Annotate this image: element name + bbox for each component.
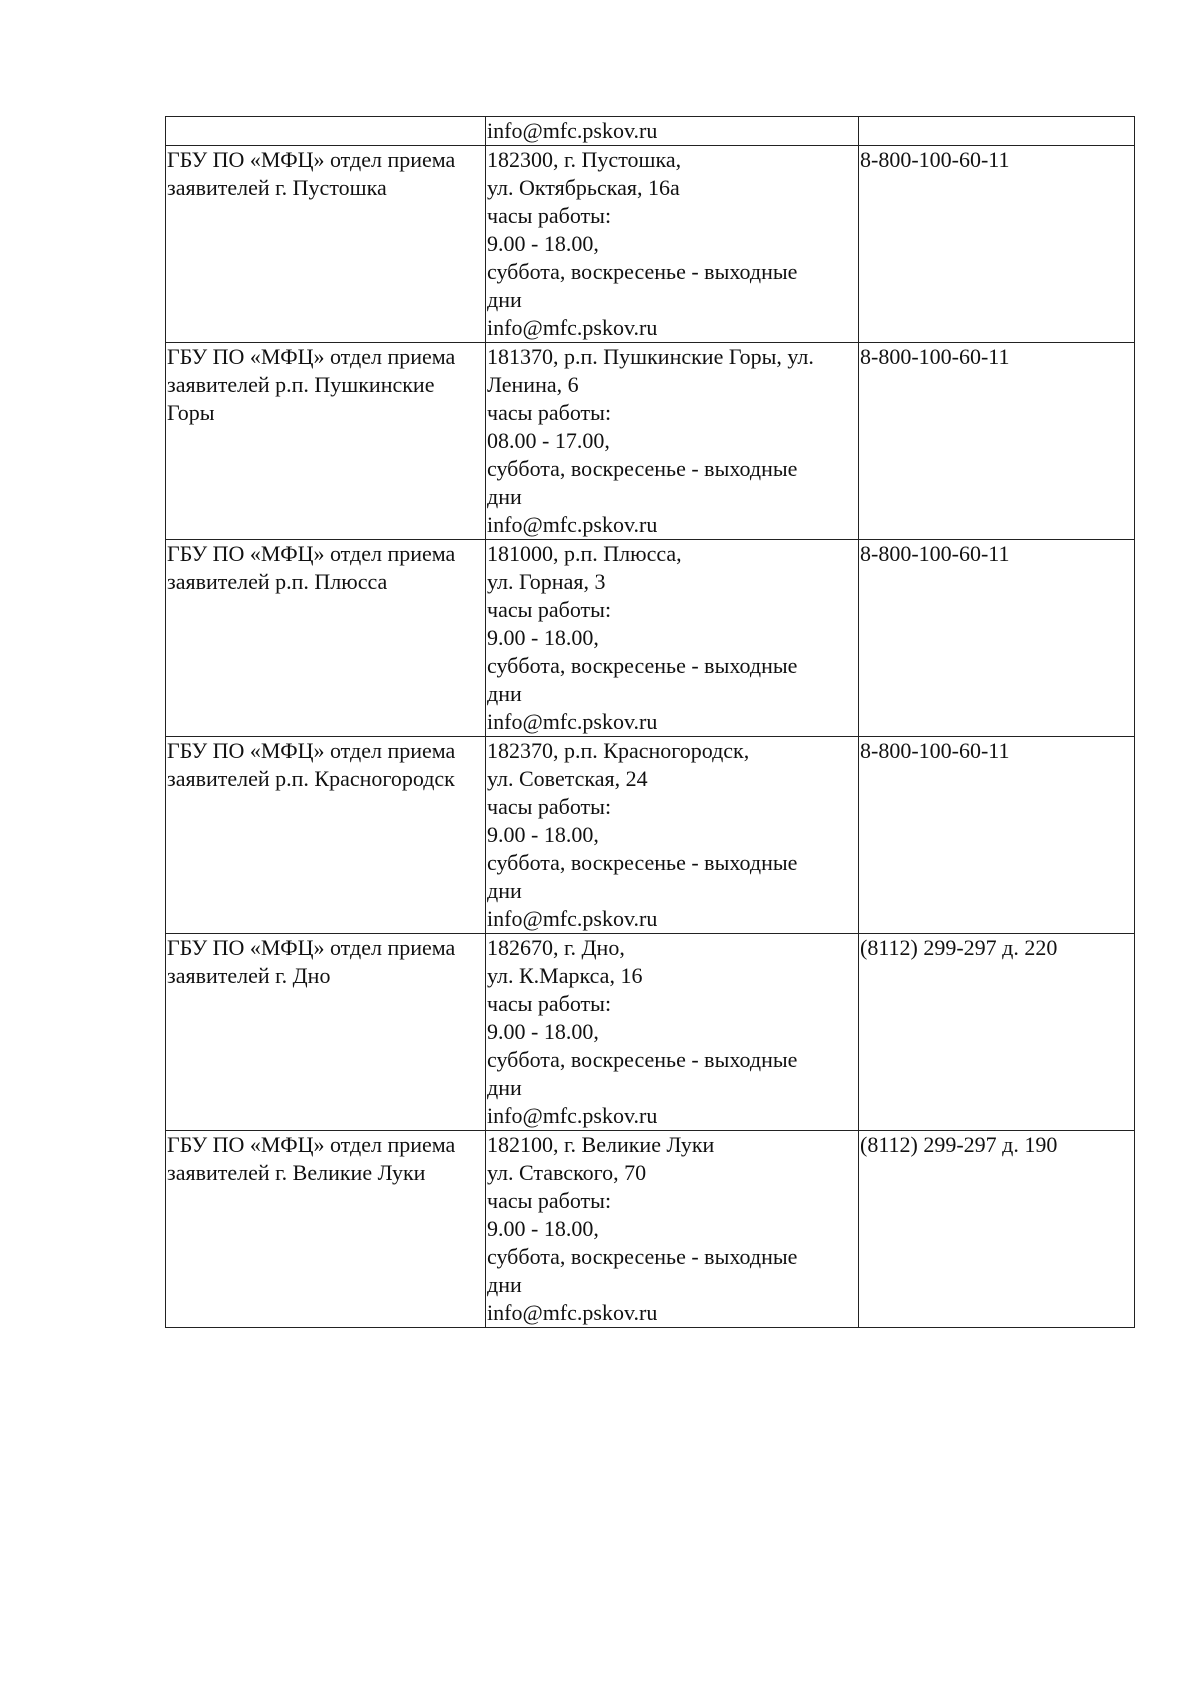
office-phone-cell xyxy=(859,934,1135,1131)
office-address-line: ул. Горная, 3 xyxy=(487,569,606,594)
office-name-cell xyxy=(166,146,486,343)
office-address-line: ул. К.Маркса, 16 xyxy=(487,963,643,988)
office-hours-label: часы работы: xyxy=(487,400,612,425)
office-email: info@mfc.pskov.ru xyxy=(487,315,658,340)
office-days-off-line: суббота, воскресенье - выходные xyxy=(487,1047,798,1072)
office-days-off-line: суббота, воскресенье - выходные xyxy=(487,259,798,284)
office-address-line: Ленина, 6 xyxy=(487,372,579,397)
offices-table xyxy=(165,116,1135,1328)
office-email: info@mfc.pskov.ru xyxy=(487,709,658,734)
office-phone-cell xyxy=(859,540,1135,737)
office-address-line: ул. Октябрьская, 16а xyxy=(487,175,680,200)
office-days-off-line: дни xyxy=(487,1075,522,1100)
office-phone: 8-800-100-60-11 xyxy=(860,344,1010,369)
office-name: ГБУ ПО «МФЦ» отдел приема заявителей р.п. Пушкинские Горы xyxy=(167,344,456,425)
office-days-off-line: суббота, воскресенье - выходные xyxy=(487,850,798,875)
office-name: ГБУ ПО «МФЦ» отдел приема заявителей г. Пустошка xyxy=(167,147,456,200)
office-hours: 9.00 - 18.00, xyxy=(487,625,599,650)
office-name-cell xyxy=(166,737,486,934)
office-days-off-line: дни xyxy=(487,484,522,509)
office-address-cell xyxy=(486,737,859,934)
office-name: ГБУ ПО «МФЦ» отдел приема заявителей р.п. Красногородск xyxy=(167,738,456,791)
offices-table-body xyxy=(166,117,1135,1328)
office-days-off-line: суббота, воскресенье - выходные xyxy=(487,456,798,481)
office-address-line: 182300, г. Пустошка, xyxy=(487,147,682,172)
office-address-cell xyxy=(486,343,859,540)
office-phone-cell xyxy=(859,1131,1135,1328)
office-hours: 9.00 - 18.00, xyxy=(487,822,599,847)
table-row xyxy=(166,343,1135,540)
office-address-line: 182100, г. Великие Луки xyxy=(487,1132,715,1157)
table-row-continuation xyxy=(166,117,1135,146)
table-row xyxy=(166,1131,1135,1328)
office-phone-cell xyxy=(859,117,1135,146)
office-hours: 9.00 - 18.00, xyxy=(487,1019,599,1044)
office-phone-cell xyxy=(859,146,1135,343)
office-address-line: 182370, р.п. Красногородск, xyxy=(487,738,750,763)
office-phone: (8112) 299-297 д. 190 xyxy=(860,1132,1058,1157)
office-days-off-line: дни xyxy=(487,681,522,706)
table-row xyxy=(166,146,1135,343)
office-address-cell xyxy=(486,540,859,737)
office-name-cell xyxy=(166,1131,486,1328)
office-name: ГБУ ПО «МФЦ» отдел приема заявителей г. Дно xyxy=(167,935,456,988)
office-phone-cell xyxy=(859,343,1135,540)
office-hours-label: часы работы: xyxy=(487,991,612,1016)
office-phone: 8-800-100-60-11 xyxy=(860,541,1010,566)
office-phone: (8112) 299-297 д. 220 xyxy=(860,935,1058,960)
office-name-cell xyxy=(166,117,486,146)
office-address-cell xyxy=(486,1131,859,1328)
office-days-off-line: дни xyxy=(487,287,522,312)
office-hours-label: часы работы: xyxy=(487,203,612,228)
office-phone: 8-800-100-60-11 xyxy=(860,147,1010,172)
office-name-cell xyxy=(166,540,486,737)
office-days-off-line: дни xyxy=(487,1272,522,1297)
office-name-cell xyxy=(166,934,486,1131)
office-email: info@mfc.pskov.ru xyxy=(487,118,658,143)
office-name-cell xyxy=(166,343,486,540)
office-name: ГБУ ПО «МФЦ» отдел приема заявителей р.п. Плюсса xyxy=(167,541,456,594)
office-hours: 9.00 - 18.00, xyxy=(487,1216,599,1241)
table-row xyxy=(166,934,1135,1131)
office-email: info@mfc.pskov.ru xyxy=(487,1103,658,1128)
office-email: info@mfc.pskov.ru xyxy=(487,512,658,537)
office-days-off-line: суббота, воскресенье - выходные xyxy=(487,1244,798,1269)
office-hours-label: часы работы: xyxy=(487,597,612,622)
office-hours-label: часы работы: xyxy=(487,794,612,819)
office-address-cell xyxy=(486,117,859,146)
table-row xyxy=(166,737,1135,934)
office-name: ГБУ ПО «МФЦ» отдел приема заявителей г. Великие Луки xyxy=(167,1132,456,1185)
office-address-line: 182670, г. Дно, xyxy=(487,935,625,960)
office-address-line: ул. Советская, 24 xyxy=(487,766,648,791)
office-address-cell xyxy=(486,146,859,343)
office-phone: 8-800-100-60-11 xyxy=(860,738,1010,763)
office-hours: 08.00 - 17.00, xyxy=(487,428,610,453)
table-row xyxy=(166,540,1135,737)
office-email: info@mfc.pskov.ru xyxy=(487,1300,658,1325)
office-days-off-line: дни xyxy=(487,878,522,903)
office-days-off-line: суббота, воскресенье - выходные xyxy=(487,653,798,678)
office-address-cell xyxy=(486,934,859,1131)
office-address-line: 181000, р.п. Плюсса, xyxy=(487,541,682,566)
office-address-line: ул. Ставского, 70 xyxy=(487,1160,647,1185)
office-email: info@mfc.pskov.ru xyxy=(487,906,658,931)
office-hours-label: часы работы: xyxy=(487,1188,612,1213)
office-address-line: 181370, р.п. Пушкинские Горы, ул. xyxy=(487,344,814,369)
office-phone-cell xyxy=(859,737,1135,934)
office-hours: 9.00 - 18.00, xyxy=(487,231,599,256)
